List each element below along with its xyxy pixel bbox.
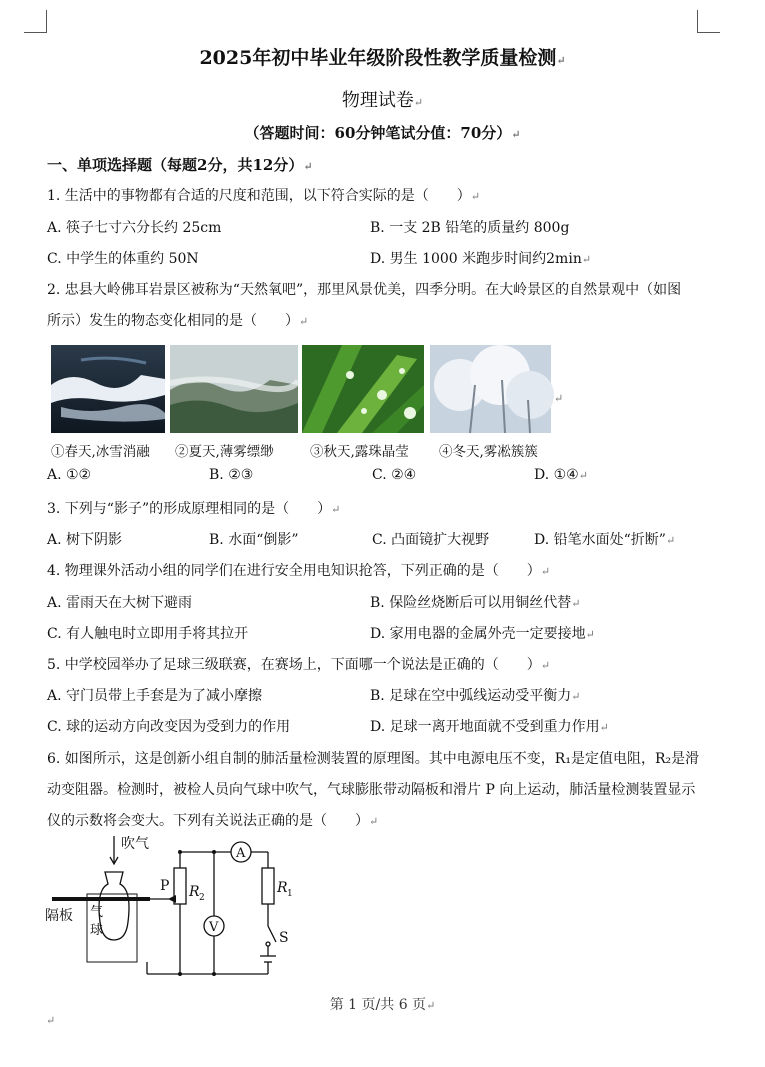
q1-option-d: D. 男生 1000 米跑步时间约2min↵ xyxy=(370,251,592,267)
q3-option-b: B. 水面“倒影” xyxy=(209,532,299,548)
label-r1: R xyxy=(277,880,288,896)
q3-option-a: A. 树下阴影 xyxy=(47,532,123,548)
label-switch: S xyxy=(279,930,289,946)
label-blow: 吹气 xyxy=(121,836,149,852)
exam-info: （答题时间：60分钟笔试分值：70分）↵ xyxy=(244,124,521,142)
q5-option-d: D. 足球一离开地面就不受到重力作用↵ xyxy=(370,719,609,735)
q2-option-a: A. ①② xyxy=(47,467,92,483)
q4-option-a: A. 雷雨天在大树下避雨 xyxy=(47,595,193,611)
q2-option-b: B. ②③ xyxy=(209,467,254,483)
q2-stem-line1: 2. 忠县大岭佛耳岩景区被称为“天然氧吧”，那里风景优美，四季分明。在大岭景区的自然景观中（如图 xyxy=(47,282,682,298)
q1-option-c: C. 中学生的体重约 50N xyxy=(47,251,199,267)
photo-summer-mist xyxy=(170,345,298,433)
section-heading: 一、单项选择题（每题2分，共12分）↵ xyxy=(47,156,313,174)
q6-line1: 6. 如图所示，这是创新小组自制的肺活量检测装置的原理图。其中电源电压不变，R₁是定值电阻，R₂是滑 xyxy=(47,751,700,767)
crop-mark-left xyxy=(24,10,47,33)
lung-capacity-circuit-diagram xyxy=(42,828,292,988)
photo-autumn-dew xyxy=(302,345,424,433)
label-slider-p: P xyxy=(160,878,170,894)
q3-option-c: C. 凸面镜扩大视野 xyxy=(372,532,490,548)
label-r2-subscript: 2 xyxy=(199,893,205,903)
caption-3: ③秋天,露珠晶莹 xyxy=(310,444,409,460)
label-balloon-top: 气 xyxy=(90,905,104,920)
exam-subtitle: 物理试卷↵ xyxy=(341,90,424,111)
q1-option-b: B. 一支 2B 铅笔的质量约 800g xyxy=(370,220,570,236)
ammeter-symbol: A xyxy=(236,846,246,861)
q1-option-a: A. 筷子七寸六分长约 25cm xyxy=(47,220,222,236)
caption-4: ④冬天,雾凇簇簇 xyxy=(439,444,538,460)
q2-option-d: D. ①④↵ xyxy=(534,467,588,483)
voltmeter-symbol: V xyxy=(209,920,219,935)
label-r1-subscript: 1 xyxy=(287,889,293,899)
caption-2: ②夏天,薄雾缥缈 xyxy=(175,444,274,460)
label-balloon-bottom: 球 xyxy=(90,923,104,938)
q4-option-b: B. 保险丝烧断后可以用铜丝代替↵ xyxy=(370,595,581,611)
q6-line3: 仪的示数将会变大。下列有关说法正确的是（ ）↵ xyxy=(47,813,379,829)
q2-option-c: C. ②④ xyxy=(372,467,417,483)
photo-spring-ice-melting xyxy=(51,345,165,433)
q2-stem-line2: 所示）发生的物态变化相同的是（ ）↵ xyxy=(47,313,309,329)
exam-title: 2025年初中毕业年级阶段性教学质量检测↵ xyxy=(199,47,566,69)
label-r2: R xyxy=(189,884,200,900)
q6-line2: 动变阻器。检测时，被检人员向气球中吹气，气球膨胀带动隔板和滑片 P 向上运动，肺活量检测装置显示 xyxy=(47,782,696,798)
q5-option-a: A. 守门员带上手套是为了减小摩擦 xyxy=(47,688,263,704)
q5-option-c: C. 球的运动方向改变因为受到力的作用 xyxy=(47,719,291,735)
q1-stem: 1. 生活中的事物都有合适的尺度和范围，以下符合实际的是（ ）↵ xyxy=(47,188,481,204)
q5-stem: 5. 中学校园举办了足球三级联赛，在赛场上，下面哪一个说法是正确的（ ）↵ xyxy=(47,657,551,673)
crop-mark-right xyxy=(697,10,720,33)
photo-winter-rime xyxy=(430,345,551,433)
q4-option-d: D. 家用电器的金属外壳一定要接地↵ xyxy=(370,626,595,642)
label-partition: 隔板 xyxy=(45,908,73,924)
caption-1: ①春天,冰雪消融 xyxy=(51,444,150,460)
q3-stem: 3. 下列与“影子”的形成原理相同的是（ ）↵ xyxy=(47,501,341,517)
page-number: 第 1 页/共 6 页↵ xyxy=(329,997,436,1013)
q4-option-c: C. 有人触电时立即用手将其拉开 xyxy=(47,626,249,642)
q5-option-b: B. 足球在空中弧线运动受平衡力↵ xyxy=(370,688,581,704)
q3-option-d: D. 铅笔水面处“折断”↵ xyxy=(534,532,676,548)
q4-stem: 4. 物理课外活动小组的同学们在进行安全用电知识抢答，下列正确的是（ ）↵ xyxy=(47,563,551,579)
